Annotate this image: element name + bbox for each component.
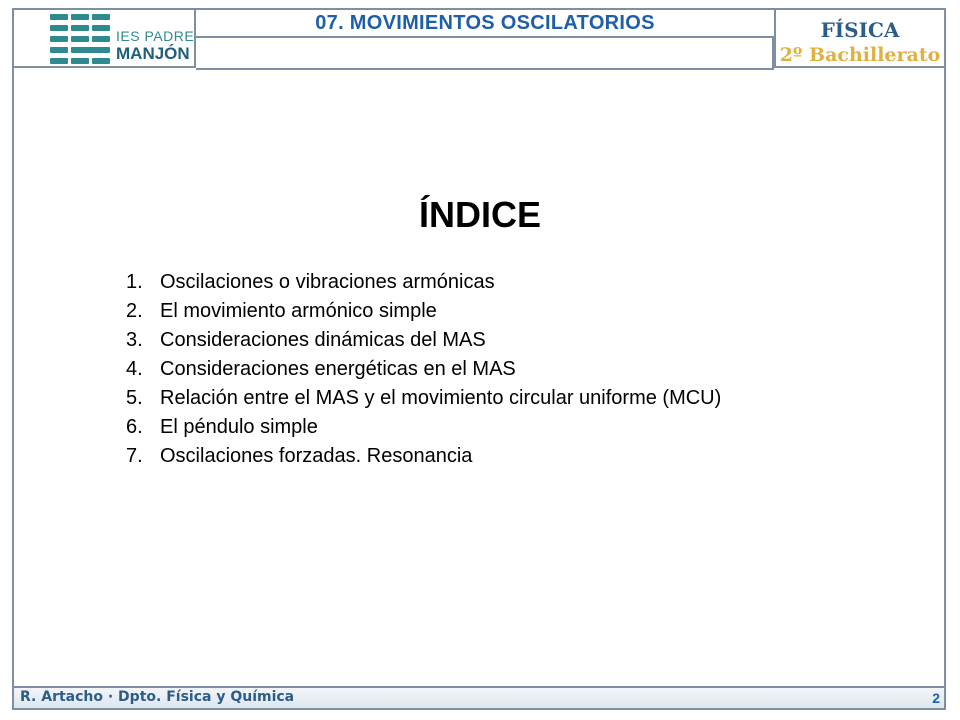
footer-bar xyxy=(14,686,944,708)
index-item: 7. Oscilaciones forzadas. Resonancia xyxy=(126,445,473,467)
index-title: ÍNDICE xyxy=(418,194,541,235)
logo-text-line2: MANJÓN xyxy=(116,44,190,63)
subject-name: FÍSICA xyxy=(820,18,900,42)
course-name: 2º Bachillerato xyxy=(779,44,941,66)
footer-author: R. Artacho · Dpto. Física y Química xyxy=(20,689,295,705)
index-item: 6. El péndulo simple xyxy=(126,416,318,438)
unit-title: 07. MOVIMIENTOS OSCILATORIOS xyxy=(196,10,774,38)
page-number: 2 xyxy=(932,690,940,706)
index-item: 1. Oscilaciones o vibraciones armónicas xyxy=(126,271,495,293)
logo-grid-icon xyxy=(50,14,110,64)
logo-text-line1: IES PADRE xyxy=(116,28,195,44)
index-item: 3. Consideraciones dinámicas del MAS xyxy=(126,329,486,351)
index-list xyxy=(126,268,721,471)
subject-badge xyxy=(774,10,944,68)
index-item: 5. Relación entre el MAS y el movimiento circular uniforme (MCU) xyxy=(126,387,722,409)
index-item: 2. El movimiento armónico simple xyxy=(126,300,437,322)
school-logo xyxy=(14,10,196,68)
header-subtitle-box xyxy=(196,38,774,70)
index-item: 4. Consideraciones energéticas en el MAS xyxy=(126,358,516,380)
